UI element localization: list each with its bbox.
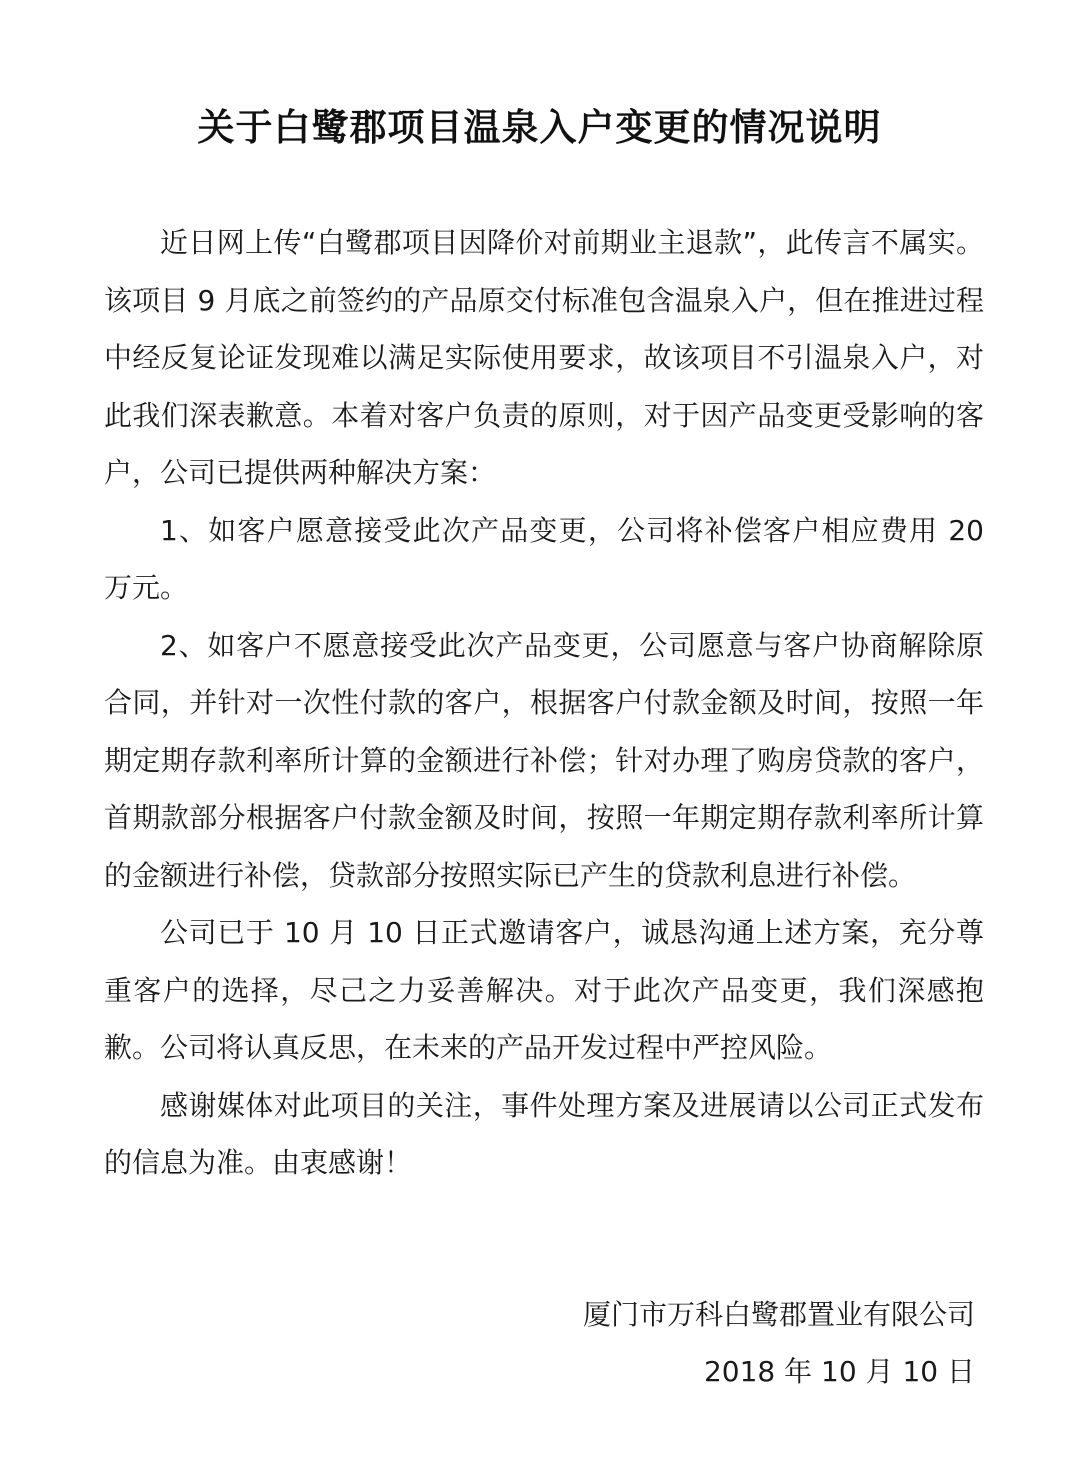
document-title: 关于白鹭郡项目温泉入户变更的情况说明	[197, 106, 882, 149]
paragraph-thanks: 感谢媒体对此项目的关注，事件处理方案及进展请以公司正式发布的信息为准。由衷感谢！	[104, 1088, 984, 1179]
signature-block	[583, 1286, 975, 1400]
paragraph-option-2: 2、如客户不愿意接受此次产品变更，公司愿意与客户协商解除原合同，并针对一次性付款的客户，根据客户付款金额及时间，按照一年期定期存款利率所计算的金额进行补偿；针对办理了购房贷款的客户，首期款部分根据客户付款金额及时间，按照一年期定期存款利率所计算的金额进行补偿，贷款部分按照实际已产生的贷款利息进行补偿。	[104, 628, 984, 892]
document-body	[104, 214, 984, 1192]
paragraph-option-1: 1、如客户愿意接受此次产品变更，公司将补偿客户相应费用 20 万元。	[104, 513, 984, 604]
paragraph-followup: 公司已于 10 月 10 日正式邀请客户，诚恳沟通上述方案，充分尊重客户的选择，尽己之力妥善解决。对于此次产品变更，我们深感抱歉。公司将认真反思，在未来的产品开发过程中严控风险。	[104, 916, 984, 1064]
signature-company: 厦门市万科白鹭郡置业有限公司	[582, 1298, 975, 1331]
paragraph-intro: 近日网上传“白鹭郡项目因降价对前期业主退款”，此传言不属实。该项目 9 月底之前签约的产品原交付标准包含温泉入户，但在推进过程中经反复论证发现难以满足实际使用要求，故该项目不引温泉入户，对此我们深表歉意。本着对客户负责的原则，对于因产品变更受影响的客户，公司已提供两种解决方案：	[104, 226, 984, 489]
signature-date: 2018 年 10 月 10 日	[703, 1355, 975, 1388]
